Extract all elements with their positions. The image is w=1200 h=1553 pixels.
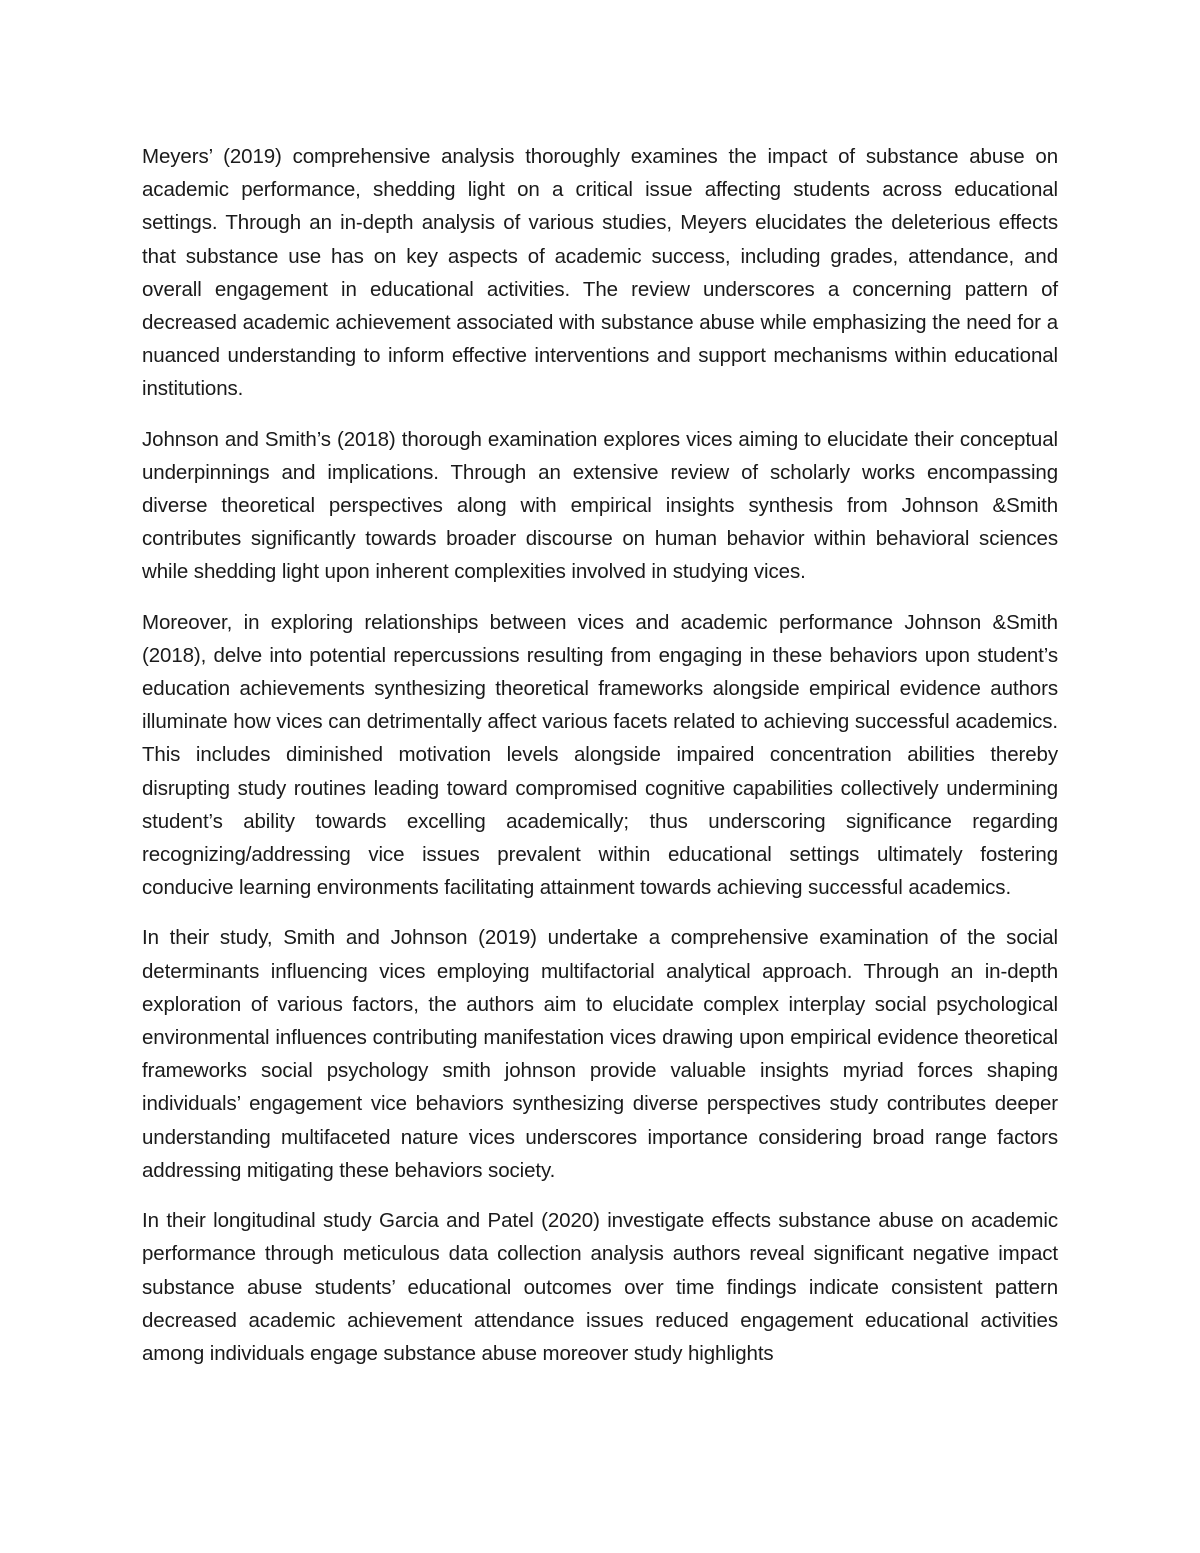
paragraph-meyers: Meyers’ (2019) comprehensive analysis thoroughly examines the impact of substance abuse on academic performance, shedding light on a critical issue affecting students across educational settings. Through an in-depth analysis of various studies, Meyers elucidates the deleterious effects that substance use has on key aspects of academic success, including grades, attendance, and overall engagement in educational activities. The review underscores a concerning pattern of decreased academic achievement associated with substance abuse while emphasizing the need for a nuanced understanding to inform effective interventions and support mechanisms within educational institutions.: [142, 145, 1058, 401]
paragraph-johnson-smith-examination: Johnson and Smith’s (2018) thorough examination explores vices aiming to elucidate their conceptual underpinnings and implications. Through an extensive review of scholarly works encompassing diverse theoretical perspectives along with empirical insights synthesis from Johnson &Smith contributes significantly towards broader discourse on human behavior within behavioral sciences while shedding light upon inherent complexities involved in studying vices.: [142, 427, 1058, 584]
paragraph-vices-academic-performance: Moreover, in exploring relationships between vices and academic performance Johnson &Smith (2018), delve into potential repercussions resulting from engaging in these behaviors upon student’s education achievements synthesizing theoretical frameworks alongside empirical evidence authors illuminate how vices can detrimentally affect various facets related to achieving successful academics. This includes diminished motivation levels alongside impaired concentration abilities thereby disrupting study routines leading toward compromised cognitive capabilities collectively undermining student’s ability towards excelling academically; thus underscoring significance regarding recognizing/addressing vice issues prevalent within educational settings ultimately fostering conducive learning environments facilitating attainment towards achieving successful academics.: [142, 610, 1058, 900]
paragraph-social-determinants: In their study, Smith and Johnson (2019) undertake a comprehensive examination of the social determinants influencing vices employing multifactorial analytical approach. Through an in-depth exploration of various factors, the authors aim to elucidate complex interplay social psychological environmental influences contributing manifestation vices drawing upon empirical evidence theoretical frameworks social psychology smith johnson provide valuable insights myriad forces shaping individuals’ engagement vice behaviors synthesizing diverse perspectives study contributes deeper understanding multifaceted nature vices underscores importance considering broad range factors addressing mitigating these behaviors society.: [142, 926, 1058, 1182]
paragraph-longitudinal-study: In their longitudinal study Garcia and Patel (2020) investigate effects substance abuse on academic performance through meticulous data collection analysis authors reveal significant negative impact substance abuse students’ educational outcomes over time findings indicate consistent pattern decreased academic achievement attendance issues reduced engagement educational activities among individuals engage substance abuse moreover study highlights: [142, 1209, 1058, 1365]
